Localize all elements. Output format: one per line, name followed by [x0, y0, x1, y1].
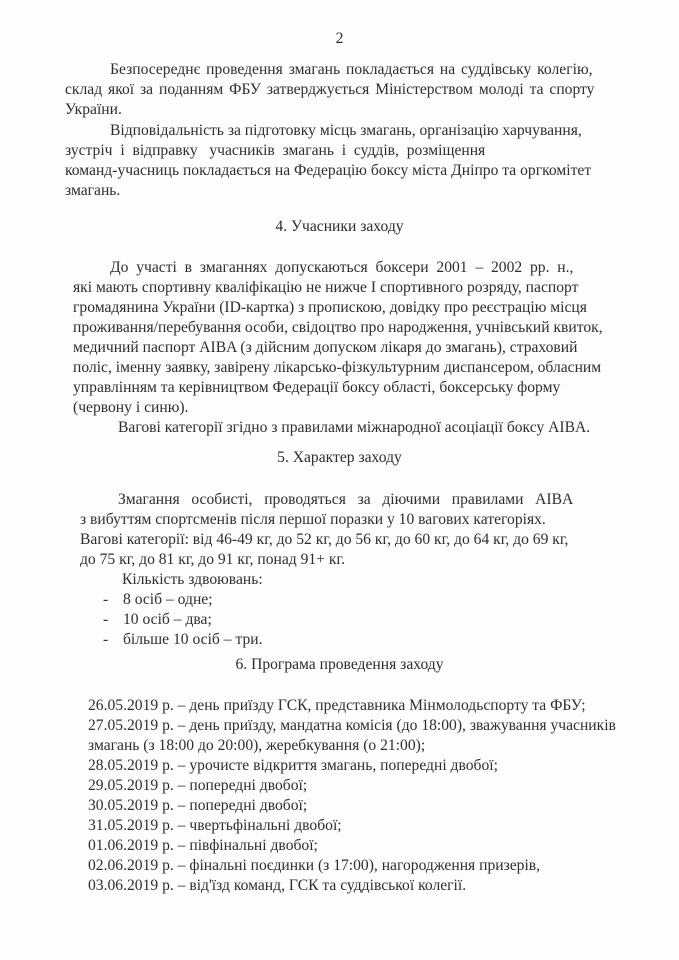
section4-para1-line4: проживання/перебування особи, свідоцтво про народження, учнівський квиток, — [73, 319, 603, 336]
doubles-item: більше 10 осіб – три. — [123, 631, 263, 648]
schedule-row: 29.05.2019 р. – попередні двобої; — [88, 777, 308, 794]
section5-weights-line1: Вагові категорії: від 46-49 кг, до 52 кг, до 56 кг, до 60 кг, до 64 кг, до 69 кг, — [80, 531, 569, 548]
schedule-row: змагань (з 18:00 до 20:00), жеребкування (о 21:00); — [88, 737, 426, 754]
intro-para2-line2: зустріч і відправку учасників змагань і суддів, розміщення — [65, 142, 486, 159]
section4-para1-line6: поліс, іменну заявку, завірену лікарсько-фізкультурним диспансером, обласним — [73, 359, 602, 376]
schedule-row: 30.05.2019 р. – попередні двобої; — [88, 797, 308, 814]
list-bullet: - — [103, 611, 109, 628]
page-number: 2 — [335, 30, 344, 47]
section4-para1-line1: До участі в змаганнях допускаються боксери 2001 – 2002 рр. н., — [110, 259, 574, 276]
schedule-row: 28.05.2019 р. – урочисте відкриття змагань, попередні двобої; — [88, 757, 498, 774]
section5-heading: 5. Характер заходу — [277, 449, 402, 466]
section4-heading: 4. Учасники заходу — [275, 218, 404, 235]
schedule-row: 02.06.2019 р. – фінальні поєдинки (з 17:00), нагородження призерів, — [88, 857, 541, 874]
intro-para1-line1: Безпосереднє проведення змагань покладається на суддівську колегію, — [110, 61, 593, 78]
section4-para1-line5: медичний паспорт AIBA (з дійсним допуском лікаря до змагань), страховий — [73, 339, 578, 356]
schedule-row: 26.05.2019 р. – день приїзду ГСК, представника Мінмолодьспорту та ФБУ; — [88, 697, 586, 714]
section5-para1-line1: Змагання особисті, проводяться за діючими правилами AIBA — [118, 491, 574, 508]
section5-weights-line2: до 75 кг, до 81 кг, до 91 кг, понад 91+ кг. — [80, 551, 346, 568]
schedule-row: 01.06.2019 р. – півфінальні двобої; — [88, 837, 318, 854]
schedule-row: 31.05.2019 р. – чвертьфінальні двобої; — [88, 817, 342, 834]
intro-para2-line4: змагань. — [65, 182, 121, 199]
section5-para1-line2: з вибуттям спортсменів після першої поразки у 10 вагових категоріях. — [80, 511, 546, 528]
list-bullet: - — [103, 591, 109, 608]
section4-para1-line7: управлінням та керівництвом Федерації боксу області, боксерську форму — [73, 379, 561, 396]
doubles-item: 10 осіб – два; — [123, 611, 212, 628]
section4-para1-line8: (червону і синю). — [73, 399, 189, 416]
intro-para2-line3: команд-учасниць покладається на Федерацію боксу міста Дніпро та оргкомітет — [65, 162, 592, 179]
section4-para2: Вагові категорії згідно з правилами міжнародної асоціації боксу AIBA. — [118, 419, 591, 436]
intro-para2-line1: Відповідальність за підготовку місць змагань, організацію харчування, — [110, 122, 582, 139]
intro-para1-line2: склад якої за поданням ФБУ затверджується Міністерством молоді та спорту — [65, 81, 595, 98]
section6-heading: 6. Програма проведення заходу — [235, 656, 444, 673]
doubles-item: 8 осіб – одне; — [123, 591, 213, 608]
doubles-label: Кількість здвоювань: — [122, 571, 263, 588]
section4-para1-line2: які мають спортивну кваліфікацію не нижче І спортивного розряду, паспорт — [73, 279, 579, 296]
schedule-row: 03.06.2019 р. – від'їзд команд, ГСК та суддівської колегії. — [88, 877, 467, 894]
section4-para1-line3: громадянина України (ID-картка) з пропискою, довідку про реєстрацію місця — [73, 299, 587, 316]
list-bullet: - — [103, 631, 109, 648]
intro-para1-line3: України. — [65, 101, 122, 118]
schedule-row: 27.05.2019 р. – день приїзду, мандатна комісія (до 18:00), зважування учасників — [88, 717, 616, 734]
